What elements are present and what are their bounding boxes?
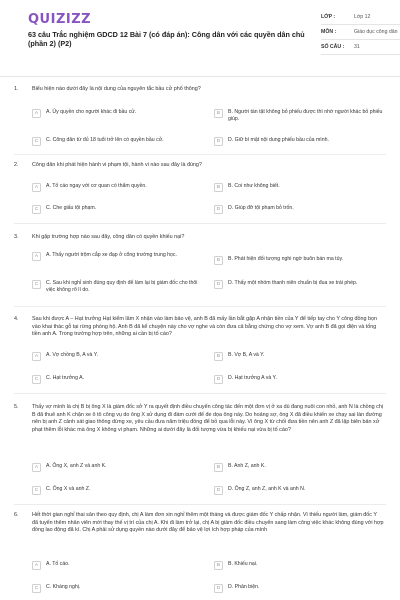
option-letter-box: D (214, 205, 223, 214)
question-divider (14, 393, 386, 394)
question-divider (14, 223, 386, 224)
option-text: A. Ông X, anh Z và anh K. (46, 463, 107, 469)
option-letter-box: C (32, 375, 41, 384)
meta-subject-value: Giáo dục công dân (354, 29, 398, 35)
meta-class-label: LỚP : (321, 14, 336, 20)
option-letter-box: C (32, 137, 41, 146)
option-text: D. Thấy một nhóm thanh niên chuẩn bị đua xe trái phép. (228, 280, 358, 286)
question-text: Khi gặp trường hợp nào sau đây, công dân có quyền khiếu nại? (32, 234, 185, 240)
option-a[interactable] (32, 252, 208, 261)
quiz-meta (321, 10, 400, 55)
option-letter-box: A (32, 463, 41, 472)
option-letter-box: D (214, 375, 223, 384)
option-d[interactable] (214, 280, 390, 289)
option-a[interactable] (32, 109, 208, 118)
question-number: 2. (14, 162, 19, 168)
question-divider (14, 306, 386, 307)
option-text: B. Vợ B, A và Y. (228, 352, 265, 358)
meta-class-value: Lớp 12 (354, 14, 371, 20)
option-d[interactable] (214, 486, 390, 495)
option-b[interactable] (214, 561, 390, 570)
option-text: A. Thấy người trộm cắp xe đạp ở cổng trường trung học. (46, 252, 177, 258)
option-text: C. Sau khi nghỉ sinh đúng quy định để làm lại bị giám đốc cho thôi việc không rõ lí do. (46, 280, 198, 293)
option-b[interactable] (214, 352, 390, 361)
option-letter-box: A (32, 183, 41, 192)
option-a[interactable] (32, 463, 208, 472)
option-letter-box: C (32, 280, 41, 289)
option-text: D. Hạt trưởng A và Y. (228, 375, 277, 381)
quiz-title: 63 câu Trắc nghiệm GDCD 12 Bài 7 (có đáp án): Công dân với các quyền dân chủ (phần 2) (P2) (28, 30, 305, 48)
option-text: A. Vợ chồng B, A và Y. (46, 352, 98, 358)
question-divider (14, 154, 386, 155)
option-letter-box: D (214, 486, 223, 495)
meta-count (321, 40, 400, 55)
option-text: D. Giữ bí mật nội dung phiếu bầu của mình. (228, 137, 329, 143)
option-b[interactable] (214, 256, 390, 265)
option-b[interactable] (214, 183, 390, 192)
question-text: Sau khi được A – Hạt trưởng Hạt kiểm lâm X nhận vào làm bảo vệ, anh B đã mấy lần bắt gặp A nhận tiền của Y để tiếp tay cho Y công đồng bọn vào khai thác gỗ tại rừng phòng hộ. Anh B đã kể chuyện này cho vợ nghe và còn đưa cả bằng chứng cho vợ xem. Vợ anh B đã gọi điện và tống tiền anh A. Trong trường hợp trên, những ai cần bị tố cáo? (32, 316, 378, 337)
option-a[interactable] (32, 561, 208, 570)
option-text: C. Che giấu tội phạm. (46, 205, 97, 211)
option-text: C. Công dân từ đủ 18 tuổi trở lên có quyền bầu cử. (46, 137, 164, 143)
option-c[interactable] (32, 375, 208, 384)
option-letter-box: D (214, 137, 223, 146)
option-text: A. Ủy quyền cho người khác đi bầu cử. (46, 109, 137, 115)
option-text: D. Phản biện. (228, 584, 260, 590)
option-text: A. Tố cáo. (46, 561, 70, 567)
question-number: 4. (14, 316, 19, 322)
option-text: A. Tố cáo ngay với cơ quan có thẩm quyền. (46, 183, 147, 189)
option-text: D. Ông Z, anh Z, anh K và anh N. (228, 486, 306, 492)
option-d[interactable] (214, 375, 390, 384)
option-letter-box: A (32, 352, 41, 361)
option-letter-box: C (32, 584, 41, 593)
quizizz-logo: QUIZIZZ (28, 12, 92, 27)
option-c[interactable] (32, 584, 208, 593)
meta-count-value: 31 (354, 44, 360, 50)
option-text: C. Kháng nghị. (46, 584, 81, 590)
option-letter-box: C (32, 205, 41, 214)
question-number: 3. (14, 234, 19, 240)
option-c[interactable] (32, 205, 208, 214)
option-text: B. Phát hiện đối tượng nghi ngờ buôn bán ma túy. (228, 256, 344, 262)
option-letter-box: D (214, 280, 223, 289)
option-letter-box: B (214, 183, 223, 192)
option-text: B. Anh Z, anh K. (228, 463, 266, 469)
option-letter-box: D (214, 584, 223, 593)
option-letter-box: B (214, 463, 223, 472)
option-b[interactable] (214, 109, 390, 123)
option-a[interactable] (32, 183, 208, 192)
option-text: C. Ông X và anh Z. (46, 486, 91, 492)
option-letter-box: A (32, 561, 41, 570)
option-d[interactable] (214, 205, 390, 214)
meta-subject (321, 25, 400, 40)
option-a[interactable] (32, 352, 208, 361)
option-c[interactable] (32, 137, 208, 146)
meta-class (321, 10, 400, 25)
meta-subject-label: MÔN : (321, 29, 337, 35)
page-header (14, 0, 398, 70)
question-number: 5. (14, 404, 19, 410)
question-number: 6. (14, 512, 19, 518)
option-letter-box: B (214, 561, 223, 570)
option-letter-box: B (214, 109, 223, 118)
option-b[interactable] (214, 463, 390, 472)
option-text: B. Khiếu nại. (228, 561, 258, 567)
option-text: C. Hạt trưởng A. (46, 375, 85, 381)
option-c[interactable] (32, 486, 208, 495)
question-number: 1. (14, 86, 19, 92)
option-text: B. Coi như không biết. (228, 183, 280, 189)
option-c[interactable] (32, 280, 208, 294)
option-letter-box: B (214, 256, 223, 265)
option-text: B. Người tàn tật không bỏ phiếu được thì nhờ người khác bỏ phiếu giúp. (228, 109, 383, 122)
option-letter-box: A (32, 252, 41, 261)
meta-count-label: SỐ CÂU : (321, 44, 345, 50)
option-letter-box: C (32, 486, 41, 495)
question-text: Công dân khi phát hiện hành vi phạm tội, hành vi nào sau đây là đúng? (32, 162, 202, 168)
option-letter-box: B (214, 352, 223, 361)
option-letter-box: A (32, 109, 41, 118)
option-d[interactable] (214, 584, 390, 593)
option-text: D. Giúp đỡ tội phạm bỏ trốn. (228, 205, 294, 211)
question-text: Biểu hiện nào dưới đây là nội dung của nguyên tắc bầu cử phổ thông? (32, 86, 201, 92)
header-divider (0, 76, 400, 77)
question-text: Thấy vợ mình là chị B bị ông X là giám đốc sở Y ra quyết định điều chuyển công tác đến một đơn vị ở xa dù đang nuôi con nhỏ, anh N là chồng chị B đã thuê anh K chặn xe ô tô công vụ do ông X sử dụng đi đám cưới để đe dọa ông này. Do hoảng sợ, ông X đã điều khiển xe chạy sai làn đường nên bị anh Z cảnh sát giao thông dừng xe, yêu cầu đưa năm triệu đồng để bỏ qua lỗi này. Vì ông X từ chối đưa tiền nên anh Z đã lập biên bản xử phạt thêm lỗi khác mà ông X không vi phạm. Những ai dưới đây là đối tượng vừa bị khiếu nại vừa bị tố cáo? (32, 404, 384, 433)
option-d[interactable] (214, 137, 390, 146)
question-divider (14, 504, 386, 505)
question-text: Hết thời gian nghỉ thai sản theo quy định, chị A làm đơn xin nghỉ thêm một tháng và được giám đốc Y chấp nhận. Vì thiếu người làm, giám đốc Y đã tuyển thêm nhân viên mới thay thế vị trí của chị A. Khi đi làm trở lại, chị A bị giám đốc điều chuyển sang làm công việc khác không đúng với hợp đồng lao động đã kí. Chị A phải sử dụng quyền nào dưới đây để bảo vệ lợi ích hợp pháp của mình (32, 512, 384, 533)
